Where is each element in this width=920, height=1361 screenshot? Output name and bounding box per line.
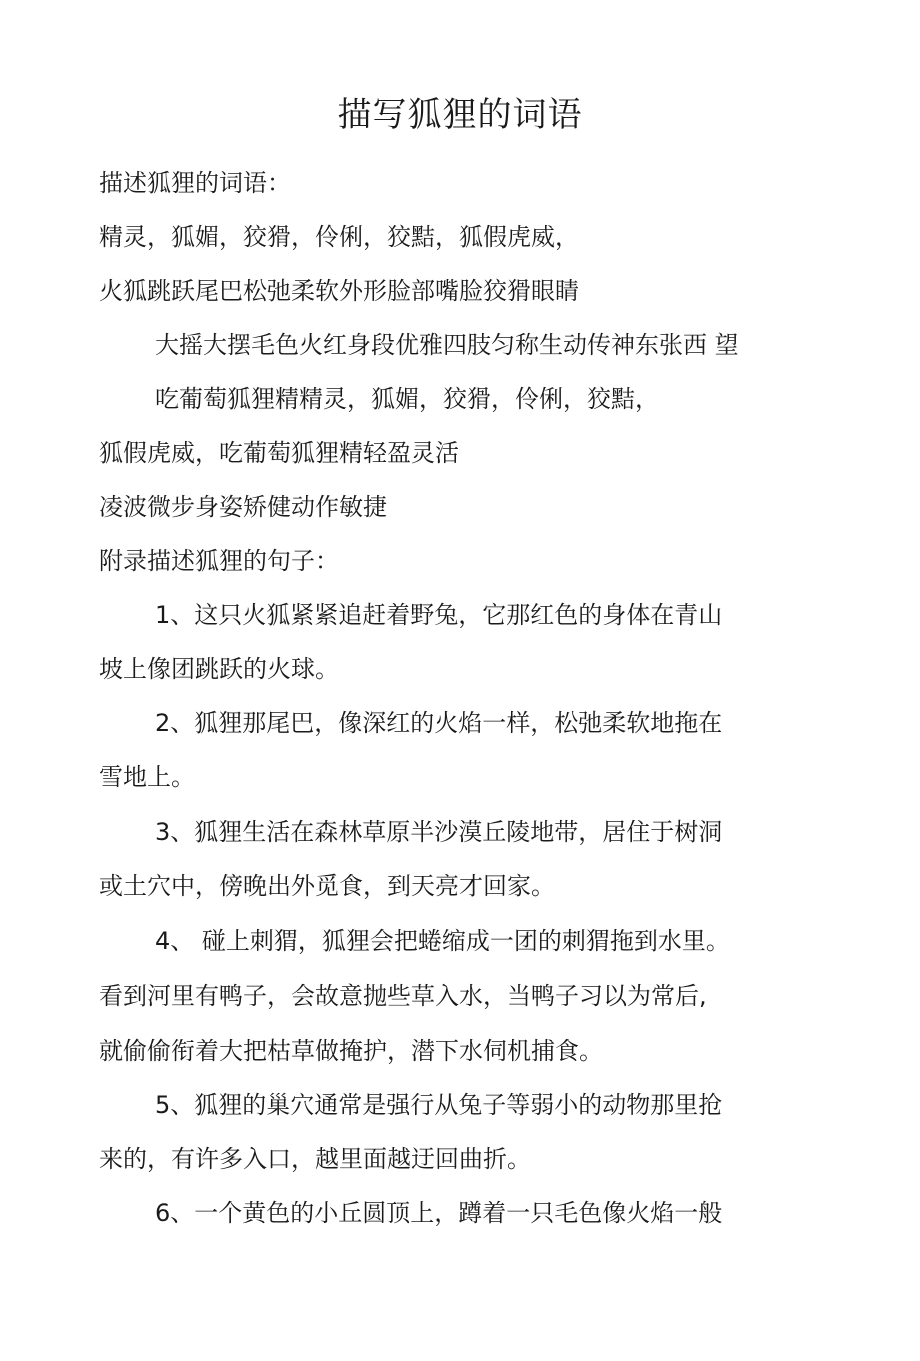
sentence-line: 坡上像团跳跃的火球。 [99, 655, 339, 683]
sentence-line: 1、这只火狐紧紧追赶着野兔，它那红色的身体在青山 [155, 601, 723, 629]
text-line: 大摇大摆毛色火红身段优雅四肢匀称生动传神东张西 望 [155, 331, 739, 359]
sentence-line: 看到河里有鸭子，会故意抛些草入水，当鸭子习以为常后, [99, 982, 707, 1010]
sentence-line: 4、 碰上刺猬，狐狸会把蜷缩成一团的刺猬拖到水里。 [155, 927, 730, 955]
sentence-line: 6、一个黄色的小丘圆顶上，蹲着一只毛色像火焰一般 [155, 1199, 723, 1227]
sentence-line: 雪地上。 [99, 763, 195, 791]
sentence-line: 3、狐狸生活在森林草原半沙漠丘陵地带，居住于树洞 [155, 818, 723, 846]
sentence-line: 5、狐狸的巢穴通常是强行从兔子等弱小的动物那里抢 [155, 1091, 723, 1119]
text-line: 描述狐狸的词语： [99, 169, 291, 197]
text-line: 吃葡萄狐狸精精灵，狐媚，狡猾，伶俐，狡黠， [155, 385, 659, 413]
text-line: 精灵，狐媚，狡猾，伶俐，狡黠，狐假虎威， [99, 223, 579, 251]
section-heading: 附录描述狐狸的句子： [99, 547, 339, 575]
sentence-line: 2、狐狸那尾巴，像深红的火焰一样，松弛柔软地拖在 [155, 709, 723, 737]
text-line: 火狐跳跃尾巴松弛柔软外形脸部嘴脸狡猾眼睛 [99, 277, 579, 305]
sentence-line: 或土穴中，傍晚出外觅食，到天亮才回家。 [99, 872, 555, 900]
sentence-line: 就偷偷衔着大把枯草做掩护，潜下水伺机捕食。 [99, 1037, 603, 1065]
text-line: 凌波微步身姿矫健动作敏捷 [99, 493, 387, 521]
document-title: 描写狐狸的词语 [337, 95, 583, 135]
sentence-line: 来的，有许多入口，越里面越迂回曲折。 [99, 1145, 531, 1173]
text-line: 狐假虎威，吃葡萄狐狸精轻盈灵活 [99, 439, 459, 467]
